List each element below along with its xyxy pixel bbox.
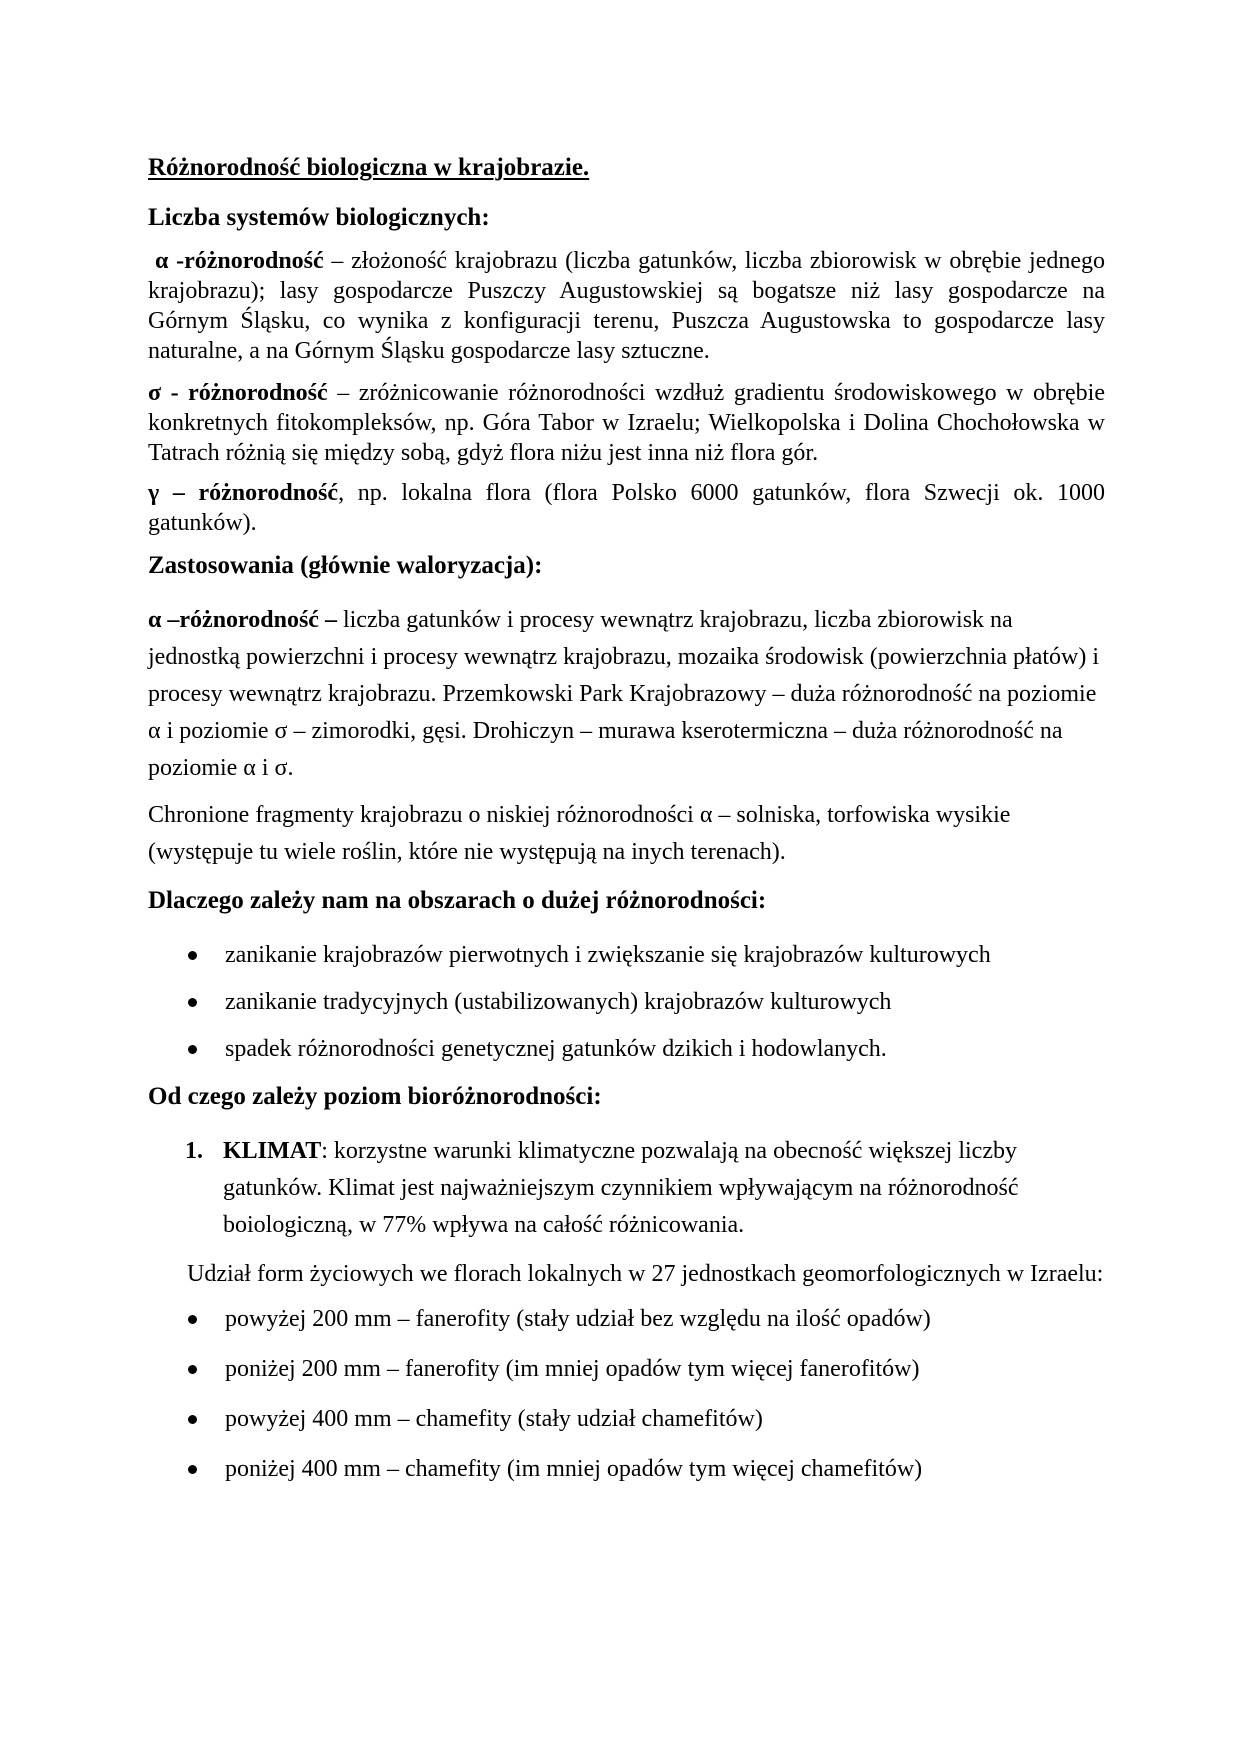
klimat-text: : korzystne warunki klimatyczne pozwalają na obecność większej liczby gatunków. Klimat jest najważniejszym czynnikiem wpływającym na różnorodność boiologiczną, w 77% wpływa na całość różnicowania. <box>223 1138 1019 1238</box>
sigma-diversity-text: – zróżnicowanie różnorodności wzdłuż gradientu środowiskowego w obrębie konkretnych fitokompleksów, np. Góra Tabor w Izraelu; Wielkopolska i Dolina Chochołowska w Tatrach różnią się między sobą, gdyż flora niżu jest inna niż flora gór. <box>148 380 1106 466</box>
bullet-icon <box>188 1365 197 1374</box>
list-item-text: poniżej 200 mm – fanerofity (im mniej opadów tym więcej fanerofitów) <box>225 1356 920 1382</box>
bullet-icon <box>188 1465 197 1474</box>
list-item <box>188 1354 1105 1384</box>
number-label: 1. <box>185 1138 203 1164</box>
list-item-text: spadek różnorodności genetycznej gatunków dzikich i hodowlanych. <box>225 1036 887 1062</box>
document-title <box>148 152 1105 184</box>
bullet-icon <box>188 998 197 1007</box>
heading-biodiversity-level: Od czego zależy poziom bioróżnorodności: <box>148 1083 602 1110</box>
factors-list <box>148 1133 1105 1244</box>
factor-text <box>223 1133 1105 1244</box>
list-item-text: zanikanie krajobrazów pierwotnych i zwiększanie się krajobrazów kulturowych <box>225 942 991 968</box>
bullet-icon <box>188 1415 197 1424</box>
gamma-diversity-term: γ – różnorodność <box>148 480 339 506</box>
rainfall-list <box>148 1304 1105 1484</box>
alpha-diversity-term: α -różnorodność <box>155 248 324 274</box>
heading-why-high-diversity: Dlaczego zależy nam na obszarach o dużej różnorodności: <box>148 887 767 914</box>
alpha-diversity-text: – złożoność krajobrazu (liczba gatunków, liczba zbiorowisk w obrębie jednego krajobrazu); lasy gospodarcze Puszczy Augustowskiej są bogatsze niż lasy gospodarcze na Górnym Śląsku, co wynika z konfiguracji terenu, Puszcza Augustowska to gospodarcze lasy naturalne, a na Górnym Śląsku gospodarcze lasy sztuczne. <box>148 248 1105 364</box>
paragraph-alpha-applications <box>148 602 1105 787</box>
bullet-icon <box>188 951 197 960</box>
heading-systems-count: Liczba systemów biologicznych: <box>148 204 490 231</box>
list-item-text: zanikanie tradycyjnych (ustabilizowanych) krajobrazów kulturowych <box>225 989 892 1015</box>
list-item <box>188 1404 1105 1434</box>
list-item <box>188 1034 1105 1064</box>
list-item <box>188 1454 1105 1484</box>
list-item <box>188 1304 1105 1334</box>
list-item-text: poniżej 400 mm – chamefity (im mniej opadów tym więcej chamefitów) <box>225 1456 923 1482</box>
list-item <box>188 987 1105 1017</box>
paragraph-protected-fragments: Chronione fragmenty krajobrazu o niskiej różnorodności α – solniska, torfowiska wysikie (występuje tu wiele roślin, które nie występują na inych terenach). <box>148 802 1011 865</box>
alpha-applications-term: α –różnorodność – <box>148 607 337 633</box>
alpha-applications-text: liczba gatunków i procesy wewnątrz krajobrazu, liczba zbiorowisk na jednostką powierzchni i procesy wewnątrz krajobrazu, mozaika środowisk (powierzchnia płatów) i procesy wewnątrz krajobrazu. Przemkowski Park Krajobrazowy – duża różnorodność na poziomie α i poziomie σ – zimorodki, gęsi. Drohiczyn – murawa kserotermiczna – duża różnorodność na poziomie α i σ. <box>148 607 1099 781</box>
paragraph-alpha-diversity <box>148 246 1105 366</box>
sigma-diversity-term: σ - różnorodność <box>148 380 328 406</box>
gamma-diversity-text: , np. lokalna flora (flora Polsko 6000 gatunków, flora Szwecji ok. 1000 gatunków). <box>148 480 1105 536</box>
bullet-icon <box>188 1045 197 1054</box>
paragraph-gamma-diversity <box>148 478 1105 538</box>
bullet-icon <box>188 1315 197 1324</box>
list-item-text: powyżej 200 mm – fanerofity (stały udział bez względu na ilość opadów) <box>225 1306 931 1332</box>
paragraph-life-forms: Udział form życiowych we florach lokalnych w 27 jednostkach geomorfologicznych w Izraelu: <box>187 1261 1104 1287</box>
document-title-text: Różnorodność biologiczna w krajobrazie. <box>148 154 590 181</box>
klimat-term: KLIMAT <box>223 1138 322 1164</box>
paragraph-sigma-diversity <box>148 378 1105 468</box>
list-item <box>188 940 1105 970</box>
list-item <box>185 1133 1105 1244</box>
heading-applications: Zastosowania (głównie waloryzacja): <box>148 552 543 579</box>
reasons-list <box>148 940 1105 1064</box>
list-item-text: powyżej 400 mm – chamefity (stały udział chamefitów) <box>225 1406 763 1432</box>
